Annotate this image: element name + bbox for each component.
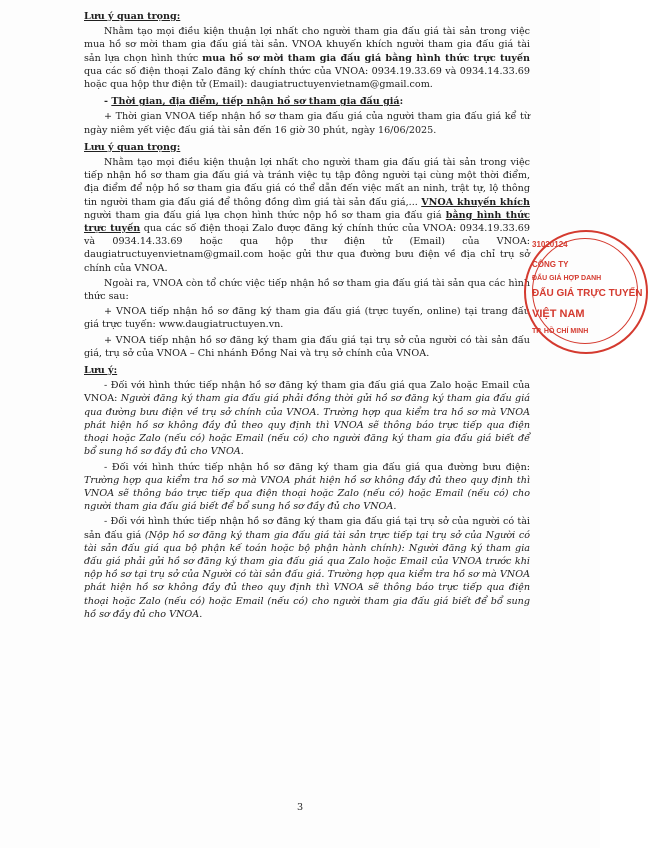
notes-2-tail: qua các số điện thoại Zalo được đăng ký chính thức của VNOA: 0934.19.33.69 và 0934.14.33.69 hoặc qua hộp thư điện tử (Email) của VNOA: daugiatructuyenvietnam@gmail.com hoặc gửi thư qua đường bưu điện về địa chỉ trụ sở chính của VNOA. bbox=[84, 223, 530, 274]
office-method-paragraph: + VNOA tiếp nhận hồ sơ đăng ký tham gia đấu giá tại trụ sở của người có tài sản đấu giá, trụ sở của VNOA – Chi nhánh Đồng Nai và trụ sở chính của VNOA. bbox=[84, 334, 530, 359]
notes-1-tail: qua các số điện thoại Zalo đăng ký chính thức của VNOA: 0934.19.33.69 và 0934.14.33.69 hoặc qua hộp thư điện tử (Email): daugiatructuyenvietnam@gmail.com. bbox=[84, 65, 530, 91]
time-place-heading bbox=[84, 95, 530, 108]
time-place-heading-prefix: - bbox=[104, 96, 112, 108]
seal-line-1: 31020124 bbox=[532, 240, 568, 249]
postal-note-italic: Trường hợp qua kiểm tra hồ sơ mà VNOA phát hiện hồ sơ không đầy đủ theo quy định thì VNOA sẽ thông báo trực tiếp qua điện thoại hoặc Zalo (nếu có) hoặc Email (nếu có) cho người tham gia đấu giá biết để bổ sung hồ sơ đầy đủ cho VNOA. bbox=[84, 474, 530, 513]
zalo-email-note-italic: Người đăng ký tham gia đấu giá phải đồng thời gửi hồ sơ đăng ký tham gia đấu giá qua đường bưu điện về trụ sở chính của VNOA. Trường hợp qua kiểm tra hồ sơ mà VNOA phát hiện hồ sơ không đầy đủ theo quy định thì VNOA sẽ thông báo trực tiếp qua điện thoại hoặc Zalo (nếu có) hoặc Email (nếu có) cho người đăng ký tham gia đấu giá biết để bổ sung hồ sơ đầy đủ cho VNOA. bbox=[84, 393, 530, 458]
company-seal bbox=[524, 230, 648, 354]
in-person-note-italic: (Nộp hồ sơ đăng ký tham gia đấu giá tài sản trực tiếp tại trụ sở của Người có tài sản đấu giá qua bộ phận kế toán hoặc bộ phận hành chính): Người đăng ký tham gia đấu giá phải gửi hồ sơ đăng ký tham gia đấu giá qua Zalo hoặc Email của VNOA trước khi nộp hồ sơ tại trụ sở của Người có tài sản đấu giá. Trường hợp qua kiểm tra hồ sơ mà VNOA phát hiện hồ sơ không đầy đủ theo quy định thì VNOA sẽ thông báo trực tiếp qua điện thoại hoặc Zalo (nếu có) hoặc Email (nếu có) cho người tham gia đấu giá biết để bổ sung hồ sơ đầy đủ cho VNOA. bbox=[84, 529, 530, 620]
document-body bbox=[84, 10, 530, 623]
seal-line-3: ĐẤU GIÁ HỢP DANH bbox=[532, 275, 602, 282]
notes-2-mid: người tham gia đấu giá lựa chọn hình thức nộp hồ sơ tham gia đấu giá bbox=[84, 209, 446, 221]
notes-2-text: Nhằm tạo mọi điều kiện thuận lợi nhất cho người tham gia đấu giá tài sản trong việc tiếp nhận hồ sơ tham gia đấu giá và tránh việc tụ tập đông người tại cùng một thời điểm, địa điểm để nộp hồ sơ tham gia đấu giá có thể dẫn đến việc mất an ninh, trật tự, lộ thông tin người tham gia đấu giá để thông đồng dìm giá tài sản đấu giá,... bbox=[84, 157, 530, 208]
online-method-paragraph: + VNOA tiếp nhận hồ sơ đăng ký tham gia đấu giá (trực tuyến, online) tại trang đấu giá trực tuyến: www.daugiatructuyen.vn. bbox=[84, 306, 530, 331]
zalo-email-note bbox=[84, 379, 530, 458]
important-notes-heading-2: Lưu ý quan trọng: bbox=[84, 141, 181, 153]
postal-note-text: - Đối với hình thức tiếp nhận hồ sơ đăng ký tham gia đấu giá qua đường bưu điện: bbox=[104, 461, 530, 473]
other-methods-paragraph: Ngoài ra, VNOA còn tổ chức việc tiếp nhận hồ sơ tham gia đấu giá tài sản qua các hình thức sau: bbox=[84, 277, 530, 303]
notes-2-bold2: bằng hình thức trực tuyến bbox=[84, 209, 530, 235]
seal-line-4: ĐẤU GIÁ TRỰC TUYẾN bbox=[532, 288, 643, 299]
seal-line-6: TP. HỒ CHÍ MINH bbox=[532, 328, 589, 335]
in-person-note-text: - Đối với hình thức tiếp nhận hồ sơ đăng ký tham gia đấu giá tại trụ sở của người có tài sản đấu giá bbox=[84, 516, 530, 541]
important-notes-paragraph-2 bbox=[84, 156, 530, 275]
notes-1-bold: mua hồ sơ mời tham gia đấu giá bằng hình thức trực tuyến bbox=[202, 52, 531, 64]
notes-heading-3: Lưu ý: bbox=[84, 365, 118, 377]
notes-2-bold: VNOA khuyến khích bbox=[421, 196, 530, 208]
in-person-note bbox=[84, 515, 530, 621]
page-number: 3 bbox=[296, 802, 304, 813]
time-place-heading-text: Thời gian, địa điểm, tiếp nhận hồ sơ tham gia đấu giá bbox=[111, 96, 400, 108]
notes-1-text: Nhằm tạo mọi điều kiện thuận lợi nhất cho người tham gia đấu giá tài sản trong việc mua hồ sơ mời tham gia đấu giá tài sản. VNOA khuyến khích người tham gia đấu giá tài sản lựa chọn hình thức bbox=[84, 26, 530, 64]
time-place-text: + Thời gian VNOA tiếp nhận hồ sơ tham gia đấu giá của người tham gia đấu giá kể từ ngày niêm yết việc đấu giá tài sản đến 16 giờ 30 phút, ngày 16/06/2025. bbox=[84, 111, 530, 136]
zalo-email-note-text: - Đối với hình thức tiếp nhận hồ sơ đăng ký tham gia đấu giá qua Zalo hoặc Email của VNOA: bbox=[84, 380, 530, 405]
postal-note bbox=[84, 461, 530, 514]
important-notes-heading-1: Lưu ý quan trọng: bbox=[84, 11, 181, 22]
time-place-heading-suffix: : bbox=[399, 96, 404, 108]
important-notes-paragraph-1 bbox=[84, 25, 530, 91]
seal-line-5: VIỆT NAM bbox=[532, 308, 585, 320]
seal-line-2: CÔNG TY bbox=[532, 260, 569, 269]
